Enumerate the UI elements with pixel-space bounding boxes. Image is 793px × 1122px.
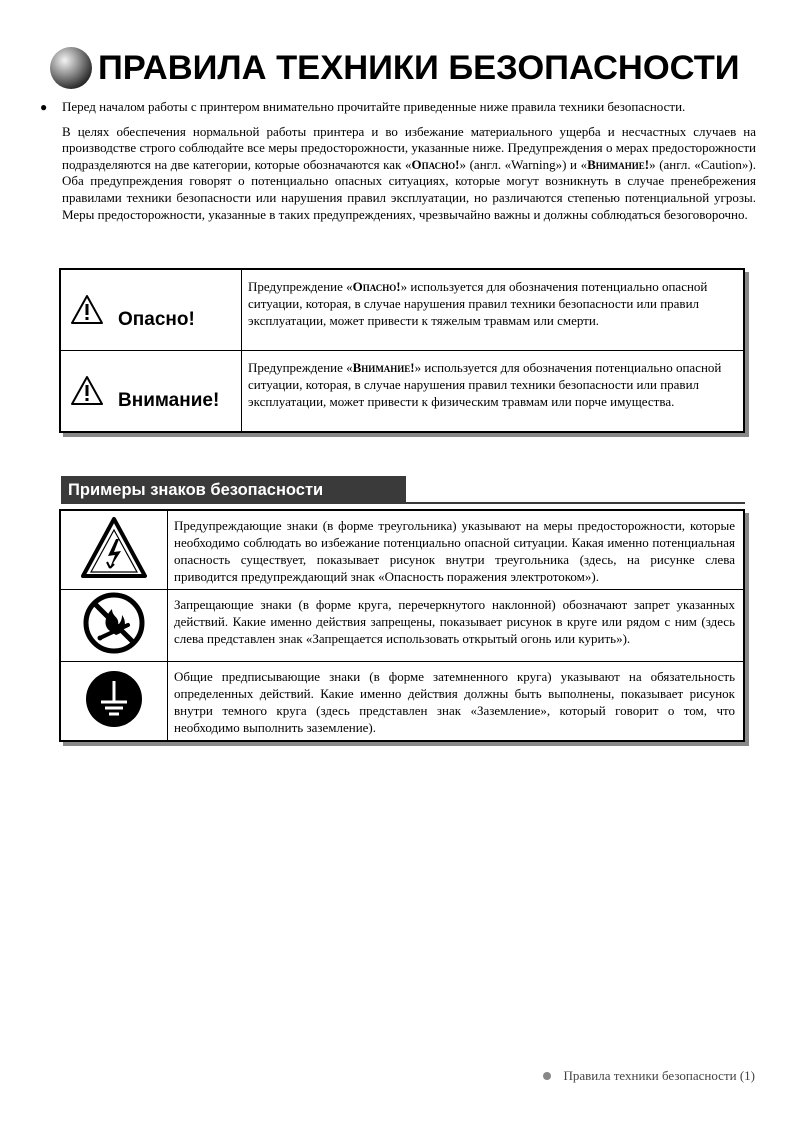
intro-bullet bbox=[40, 99, 756, 116]
warning-triangle-icon bbox=[70, 294, 104, 326]
grounding-icon bbox=[84, 669, 144, 729]
table-row bbox=[60, 662, 744, 742]
warning-levels-table bbox=[59, 268, 745, 433]
warning-keyword: Опасно! bbox=[352, 279, 401, 294]
warning-label-cell bbox=[60, 351, 242, 433]
page-footer bbox=[543, 1068, 755, 1084]
intro-bullet-text: Перед началом работы с принтером внимательно прочитайте приведенные ниже правила техники безопасности. bbox=[62, 99, 686, 114]
warning-text-part: » используется для обозначения потенциально опасной ситуации, которая, в случае нарушения правил техники безопасности или правил эксплуатации, может привести к физическим травмам или порче имущества. bbox=[248, 360, 722, 409]
table-row bbox=[60, 269, 744, 351]
footer-text: Правила техники безопасности (1) bbox=[563, 1068, 755, 1083]
bullet-dot-icon: ● bbox=[40, 100, 48, 114]
warning-text-part: Предупреждение « bbox=[248, 279, 353, 294]
warning-description bbox=[242, 269, 745, 351]
warning-label-cell bbox=[60, 269, 242, 351]
warning-description bbox=[242, 351, 745, 433]
intro-text-part: » (англ. «Caution»). Оба предупреждения говорят о потенциально опасных ситуациях, которые могут возникнуть в случае пренебрежения правилами техники безопасности или нарушения правил эксплуатации, но различаются степенью потенциальной угрозы. Меры предосторожности, указанные в таких предупреждениях, чрезвычайно важны и должны соблюдаться безоговорочно. bbox=[62, 156, 756, 222]
sign-description: Запрещающие знаки (в форме круга, перечеркнутого наклонной) обозначают запрет указанных действий. Какие именно действия запрещены, показывает рисунок в круге или рядом с ним (здесь слева представлен знак «Запрещается использовать открытый огонь или курить»). bbox=[168, 590, 745, 662]
table-row bbox=[60, 510, 744, 590]
caution-keyword: Внимание! bbox=[587, 156, 650, 172]
warning-text-part: » используется для обозначения потенциально опасной ситуации, которая, в случае нарушения правил техники безопасности или правил эксплуатации, может привести к тяжелым травмам или смерти. bbox=[248, 279, 708, 328]
sign-icon-cell bbox=[60, 590, 168, 662]
warning-label: Внимание! bbox=[118, 390, 220, 411]
sign-description: Общие предписывающие знаки (в форме затемненного круга) указывают на обязательность определенных действий. Какие именно действия должны быть выполнены, показывает рисунок внутри темного круга (здесь представлен знак «Заземление», который говорит о том, что необходимо выполнить заземление). bbox=[168, 662, 745, 742]
page-title: ПРАВИЛА ТЕХНИКИ БЕЗОПАСНОСТИ bbox=[98, 48, 740, 87]
warning-triangle-icon bbox=[70, 375, 104, 407]
warning-keyword: Внимание! bbox=[352, 360, 415, 375]
footer-bullet-icon bbox=[543, 1072, 551, 1080]
section-heading: Примеры знаков безопасности bbox=[61, 476, 406, 504]
intro-text-part: » (англ. «Warning») и « bbox=[459, 156, 588, 172]
page-title-row bbox=[48, 40, 740, 96]
table-row bbox=[60, 590, 744, 662]
sign-description: Предупреждающие знаки (в форме треугольника) указывают на меры предосторожности, которые необходимо соблюдать во избежание потенциально опасной ситуации. Какая именно потенциальная опасность существует, показывает рисунок внутри треугольника (здесь, на рисунке слева приводится предупреждающий знак «Опасность поражения электротоком»). bbox=[168, 510, 745, 590]
sign-icon-cell bbox=[60, 662, 168, 742]
safety-signs-table bbox=[59, 509, 745, 742]
warning-label: Опасно! bbox=[118, 309, 195, 330]
sign-icon-cell bbox=[60, 510, 168, 590]
sphere-bullet-icon bbox=[48, 45, 94, 91]
intro-section bbox=[40, 99, 756, 223]
intro-text-part: В целях обеспечения нормальной работы принтера и во избежание материального ущерба и несчастных случаев на производстве строго соблюдайте все меры предосторожности, указанные ниже. Предупреждения о мерах предосторожности подразделяются на две категории, которые обозначаются как « bbox=[62, 123, 756, 172]
electric-shock-warning-icon bbox=[79, 515, 149, 581]
danger-keyword: Опасно! bbox=[411, 156, 460, 172]
intro-paragraph bbox=[62, 124, 756, 224]
no-open-flame-icon bbox=[82, 591, 146, 655]
table-row bbox=[60, 351, 744, 433]
warning-text-part: Предупреждение « bbox=[248, 360, 353, 375]
section-heading-rule bbox=[406, 502, 745, 504]
